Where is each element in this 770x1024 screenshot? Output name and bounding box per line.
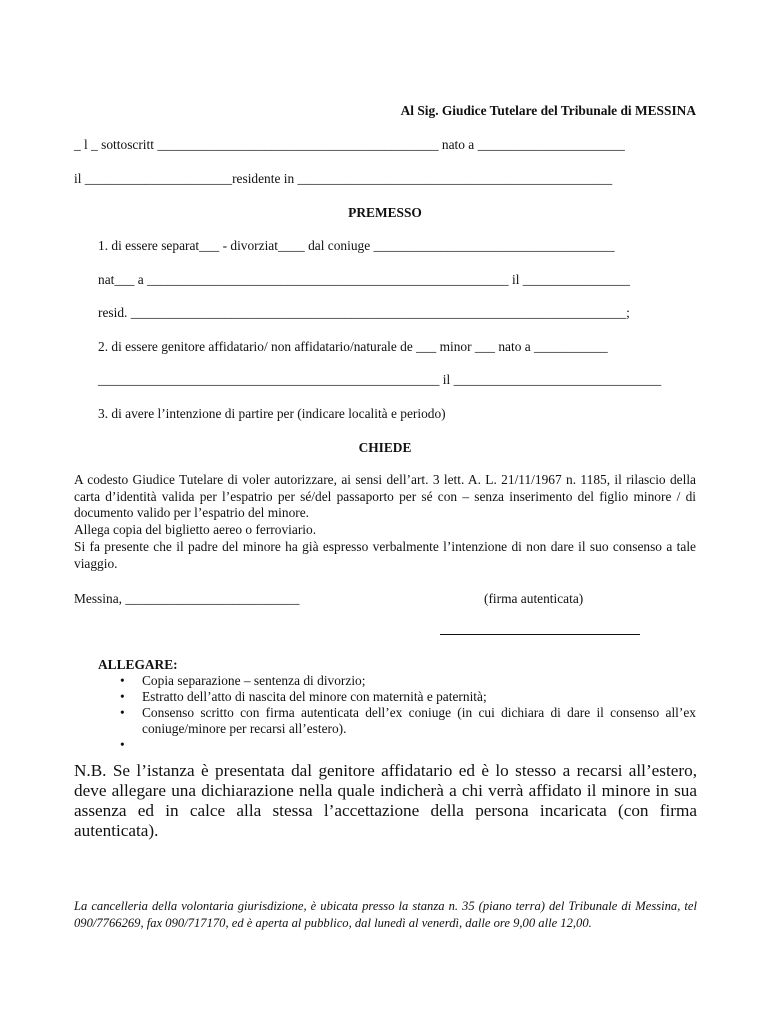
list-item: • Estratto dell’atto di nascita del minore con maternità e paternità; [120,689,487,704]
premesso-item-2-line-1: 2. di essere genitore affidatario/ non affidatario/naturale de ___ minor ___ nato a ___________ [98,339,608,354]
bullet-icon: • [120,705,125,720]
signature-line [440,634,640,635]
premesso-item-1-line-2: nat___ a ______________________________________________________ il ________________ [98,272,630,287]
list-item [98,737,696,753]
chiede-paragraph-3: Si fa presente che il padre del minore ha già espresso verbalmente l’intenzione di non dare il suo consenso a tale viaggio. [74,539,696,571]
premesso-item-2-line-2: ___________________________________________________ il _______________________________ [98,372,662,387]
bullet-icon: • [120,689,125,704]
nb-note: N.B. Se l’istanza è presentata dal genitore affidatario ed è lo stesso a recarsi all’estero, deve allegare una dichiarazione nella quale indicherà a chi verrà affidato il minore in sua assenza ed in calce alla stessa l’accettazione della persona incaricata (con firma autenticata). [74,761,697,840]
chiede-paragraph-1: A codesto Giudice Tutelare di voler autorizzare, ai sensi dell’art. 3 lett. A. L. 21/11/1967 n. 1185, il rilascio della carta d’identità valida per l’espatrio per sé/del passaporto per sé con – senza inserimento del figlio minore / di documento valido per l’espatrio del minore. [74,472,696,520]
place-date-line: Messina, __________________________ [74,591,300,606]
addressee-heading: Al Sig. Giudice Tutelare del Tribunale di MESSINA [400,103,696,118]
allegare-title: ALLEGARE: [98,657,178,672]
chiede-title: CHIEDE [358,440,412,455]
signature-label: (firma autenticata) [484,591,584,606]
bullet-icon: • [120,673,125,688]
premesso-item-3: 3. di avere l’intenzione di partire per (indicare località e periodo) [98,406,446,421]
residence-line: il ______________________residente in _______________________________________________ [74,171,613,186]
allegare-list [98,673,696,753]
premesso-item-1-line-1: 1. di essere separat___ - divorziat____ dal coniuge ____________________________________ [98,238,615,253]
list-item: • Copia separazione – sentenza di divorzio; [120,673,366,688]
list-item: • Consenso scritto con firma autenticata dell’ex coniuge (in cui dichiara di dare il consenso all’ex coniuge/minore per recarsi all’estero). [120,705,696,736]
bullet-icon: • [120,737,125,752]
premesso-title: PREMESSO [348,205,422,220]
signer-name-line: _ l _ sottoscritt __________________________________________ nato a ______________________ [74,137,625,152]
premesso-item-1-line-3: resid. __________________________________________________________________________; [98,305,630,320]
chiede-paragraph-2: Allega copia del biglietto aereo o ferroviario. [74,522,317,537]
footer-office-info: La cancelleria della volontaria giurisdizione, è ubicata presso la stanza n. 35 (piano terra) del Tribunale di Messina, tel 090/7766269, fax 090/717170, ed è aperta al pubblico, dal lunedì al venerdì, dalle ore 9,00 alle 12,00. [74,899,697,930]
